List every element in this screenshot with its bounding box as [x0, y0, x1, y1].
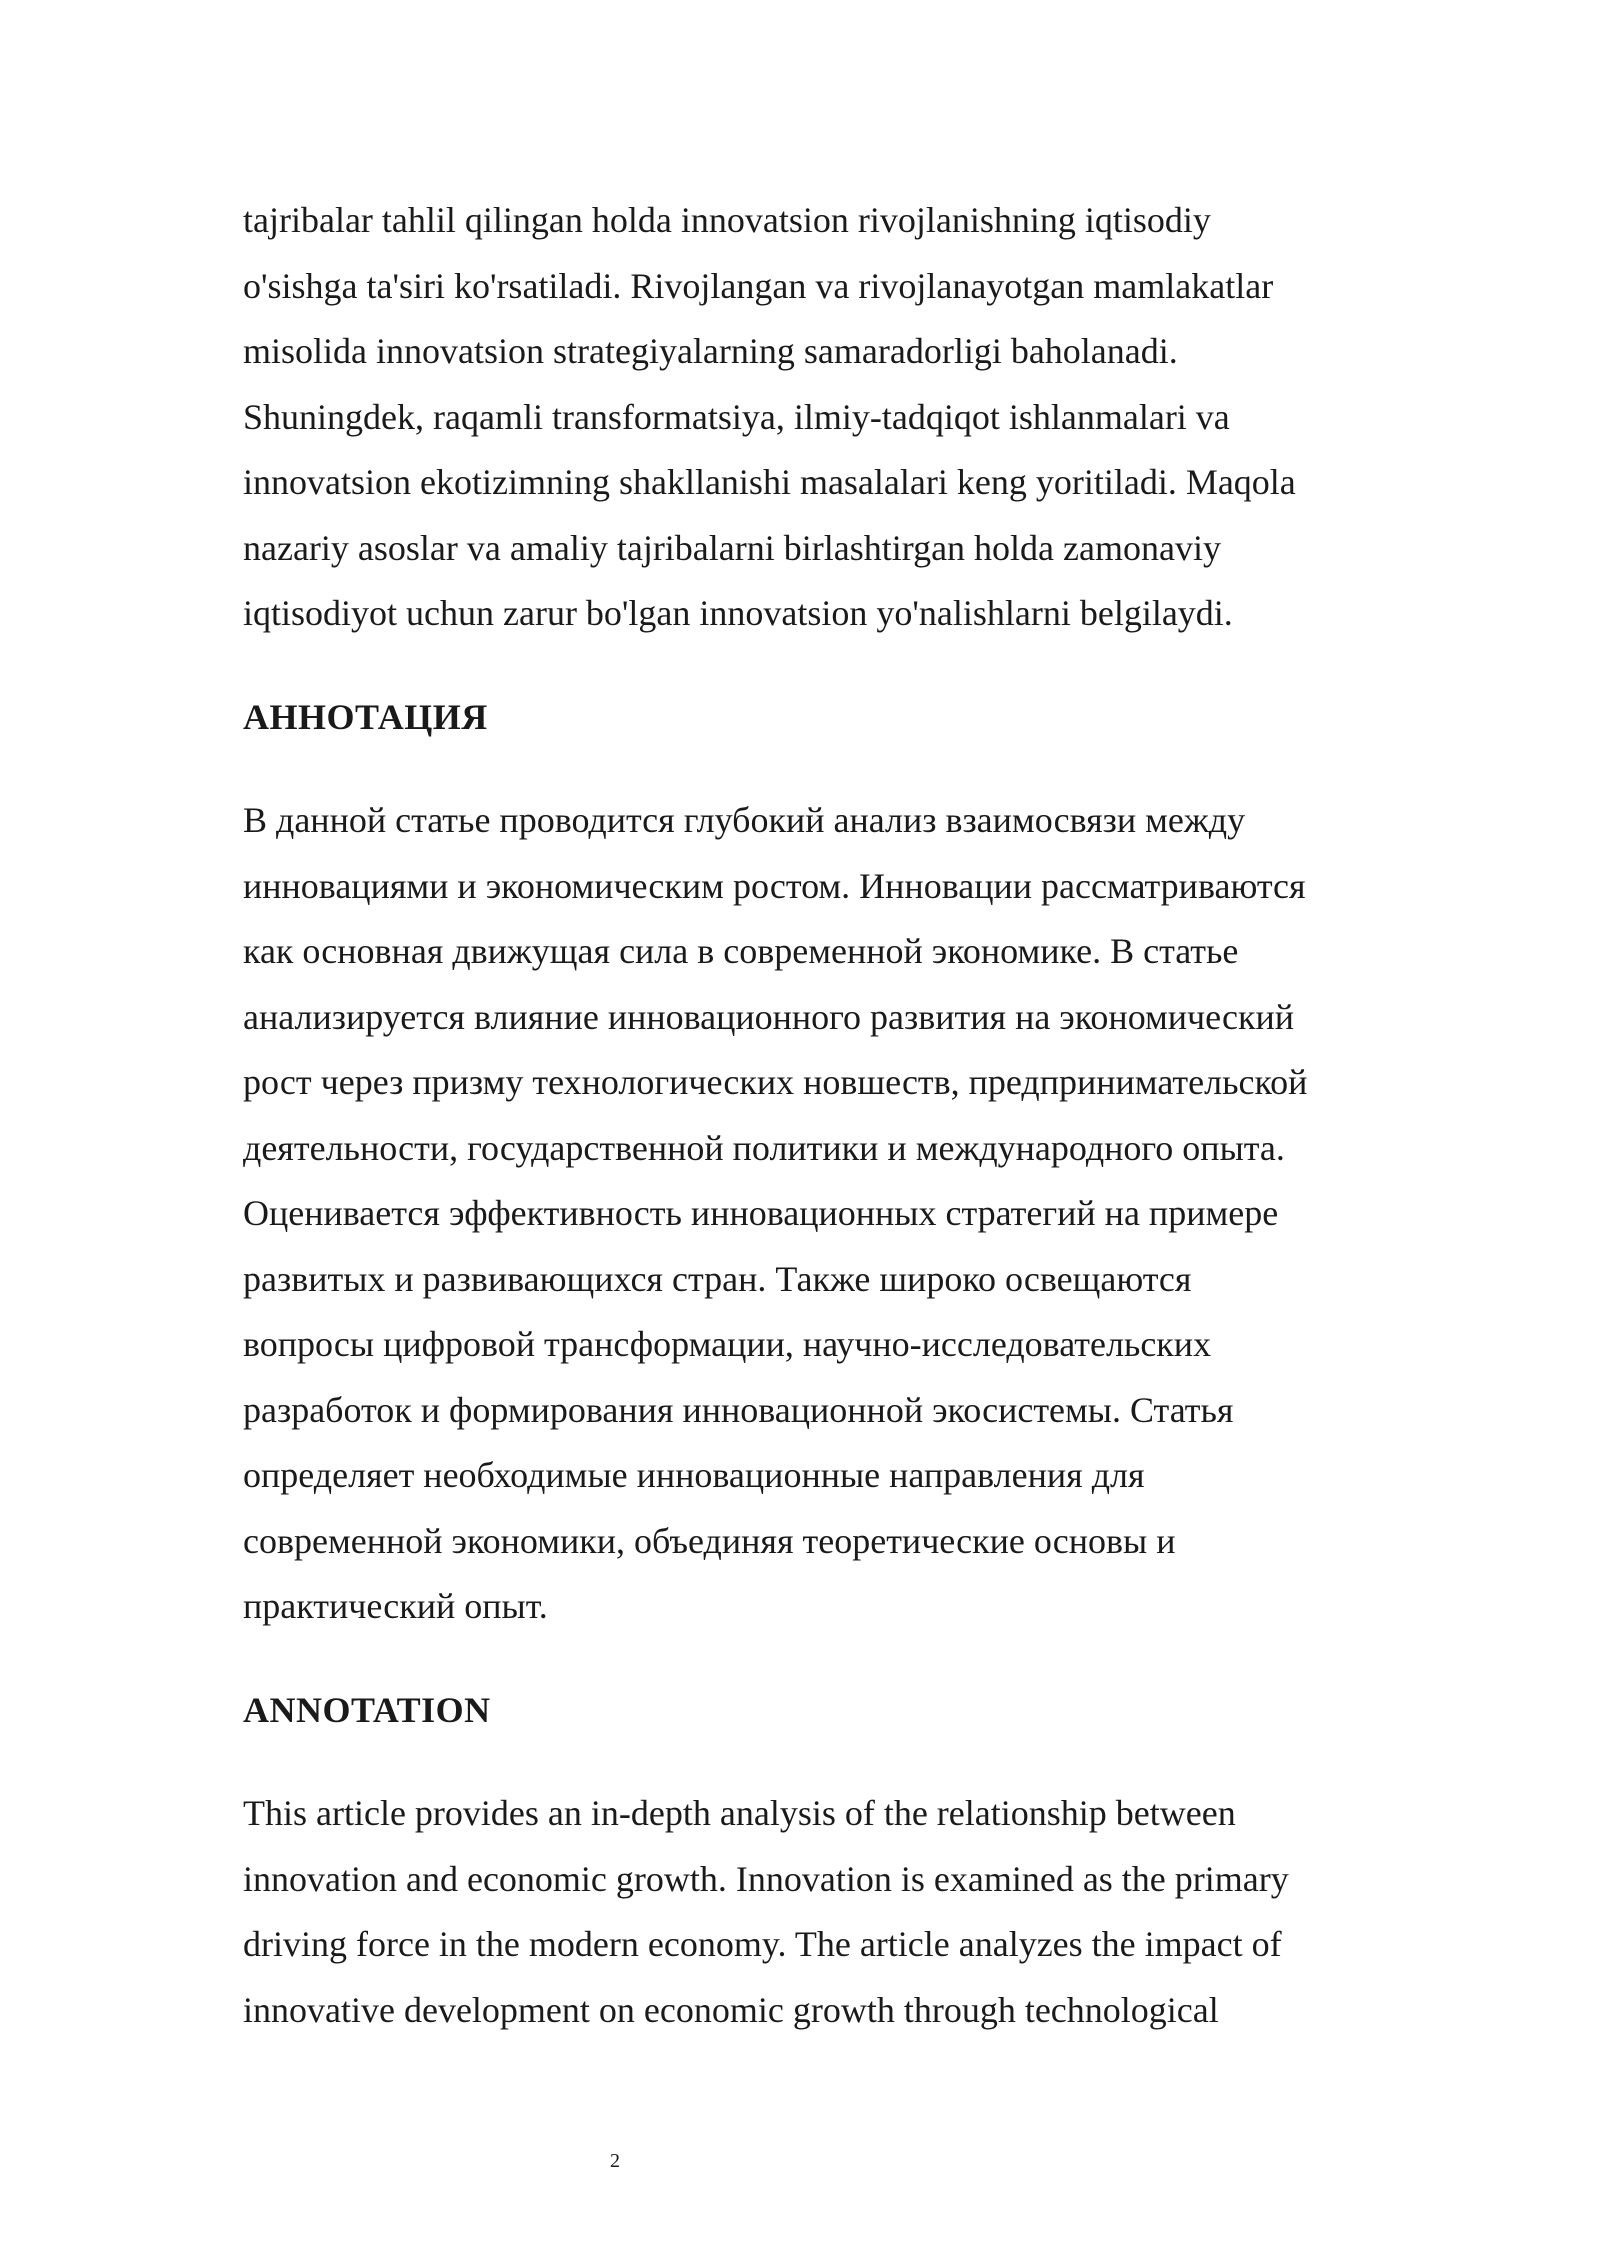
uz-abstract-paragraph	[243, 188, 1373, 647]
text-line: Оценивается эффективность инновационных стратегий на примере	[243, 1193, 1279, 1233]
text-line: misolida innovatsion strategiyalarning samaradorligi baholanadi.	[243, 331, 1178, 371]
text-line: nazariy asoslar va amaliy tajribalarni birlashtirgan holda zamonaviy	[243, 527, 1221, 568]
text-line: o'sishga ta'siri ko'rsatiladi. Rivojlangan va rivojlanayotgan mamlakatlar	[243, 265, 1274, 306]
text-line: деятельности, государственной политики и международного опыта.	[243, 1127, 1285, 1168]
page-number: 2	[610, 2150, 620, 2172]
ru-annotation-heading: АННОТАЦИЯ	[243, 696, 488, 737]
text-line: innovation and economic growth. Innovation is examined as the primary	[243, 1858, 1289, 1899]
text-line: tajribalar tahlil qilingan holda innovatsion rivojlanishning iqtisodiy	[243, 200, 1211, 240]
text-line: innovative development on economic growth through technological	[243, 1989, 1219, 2030]
text-line: This article provides an in-depth analysis of the relationship between	[243, 1793, 1236, 1833]
text-line: В данной статье проводится глубокий анализ взаимосвязи между	[243, 800, 1246, 840]
text-line: практический опыт.	[243, 1586, 548, 1626]
text-line: driving force in the modern economy. The article analyzes the impact of	[243, 1924, 1282, 1964]
text-line: как основная движущая сила в современной экономике. В статье	[243, 931, 1239, 971]
text-line: рост через призму технологических новшеств, предпринимательской	[243, 1062, 1308, 1102]
en-abstract-paragraph	[243, 1781, 1373, 2043]
text-line: развитых и развивающихся стран. Также широко освещаются	[243, 1258, 1192, 1299]
text-line: iqtisodiyot uchun zarur bo'lgan innovatsion yo'nalishlarni belgilaydi.	[243, 593, 1233, 633]
text-line: innovatsion ekotizimning shakllanishi masalalari keng yoritiladi. Maqola	[243, 462, 1296, 502]
text-line: разработок и формирования инновационной экосистемы. Статья	[243, 1389, 1234, 1430]
en-annotation-heading: ANNOTATION	[243, 1689, 491, 1730]
text-line: современной экономики, объединяя теоретические основы и	[243, 1520, 1176, 1561]
text-line: вопросы цифровой трансформации, научно-исследовательских	[243, 1324, 1212, 1364]
text-line: определяет необходимые инновационные направления для	[243, 1455, 1145, 1495]
ru-abstract-paragraph	[243, 788, 1373, 1640]
text-line: анализируется влияние инновационного развития на экономический	[243, 996, 1295, 1037]
text-line: Shuningdek, raqamli transformatsiya, ilmiy-tadqiqot ishlanmalari va	[243, 396, 1230, 437]
page-content	[243, 188, 1373, 2043]
text-line: инновациями и экономическим ростом. Инновации рассматриваются	[243, 865, 1306, 906]
